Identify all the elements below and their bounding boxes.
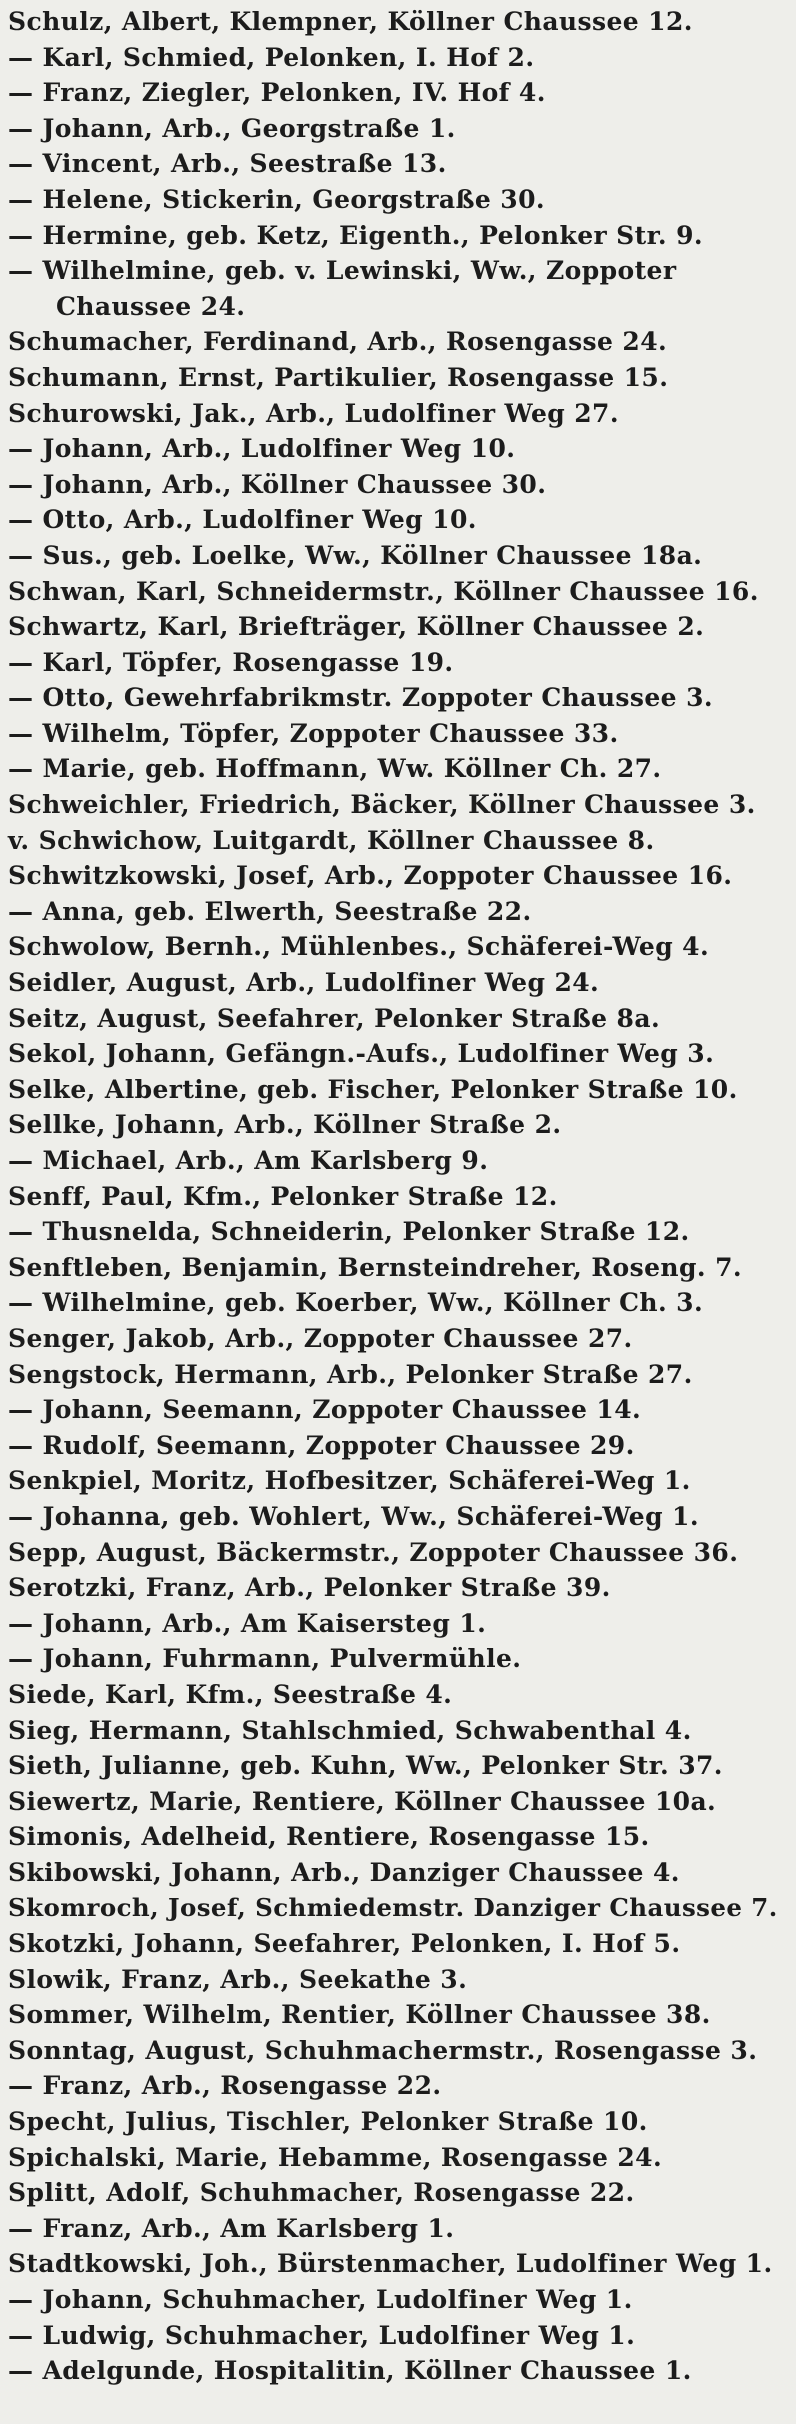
directory-entry: Schumann, Ernst, Partikulier, Rosengasse 15.	[8, 362, 669, 392]
directory-entry: Schurowski, Jak., Arb., Ludolfiner Weg 27.	[8, 398, 619, 428]
directory-entry: Schwartz, Karl, Briefträger, Köllner Chaussee 2.	[8, 612, 705, 642]
directory-entry: — Johann, Fuhrmann, Pulvermühle.	[8, 1644, 522, 1674]
directory-entry: — Franz, Arb., Am Karlsberg 1.	[8, 2213, 455, 2243]
directory-entry: Schwolow, Bernh., Mühlenbes., Schäferei-Weg 4.	[8, 932, 710, 962]
directory-entry: Stadtkowski, Joh., Bürstenmacher, Ludolfiner Weg 1.	[8, 2249, 773, 2279]
directory-entry: — Helene, Stickerin, Georgstraße 30.	[8, 184, 545, 214]
directory-entry: — Johann, Arb., Ludolfiner Weg 10.	[8, 434, 516, 464]
directory-entry: Schwan, Karl, Schneidermstr., Köllner Chaussee 16.	[8, 576, 759, 606]
directory-entry: — Johann, Arb., Georgstraße 1.	[8, 113, 456, 143]
directory-entry: — Johann, Arb., Am Kaisersteg 1.	[8, 1608, 487, 1638]
directory-entry: — Ludwig, Schuhmacher, Ludolfiner Weg 1.	[8, 2320, 636, 2350]
directory-entry: Skotzki, Johann, Seefahrer, Pelonken, I. Hof 5.	[8, 1929, 681, 1959]
directory-entry: Serotzki, Franz, Arb., Pelonker Straße 39.	[8, 1573, 611, 1603]
directory-entry: Sieg, Hermann, Stahlschmied, Schwabenthal 4.	[8, 1715, 692, 1745]
directory-entry: — Johanna, geb. Wohlert, Ww., Schäferei-Weg 1.	[8, 1501, 699, 1531]
directory-entry: — Karl, Schmied, Pelonken, I. Hof 2.	[8, 42, 535, 72]
directory-entry: — Michael, Arb., Am Karlsberg 9.	[8, 1146, 489, 1175]
directory-entry: v. Schwichow, Luitgardt, Köllner Chaussee 8.	[8, 825, 655, 855]
directory-entry: — Hermine, geb. Ketz, Eigenth., Pelonker Str. 9.	[8, 220, 703, 250]
directory-entry: Sommer, Wilhelm, Rentier, Köllner Chaussee 38.	[8, 2000, 711, 2030]
directory-entry: — Thusnelda, Schneiderin, Pelonker Straße 12.	[8, 1217, 690, 1247]
directory-entry: — Otto, Arb., Ludolfiner Weg 10.	[8, 505, 477, 535]
directory-entry: — Franz, Ziegler, Pelonken, IV. Hof 4.	[8, 78, 546, 108]
directory-entry: Siewertz, Marie, Rentiere, Köllner Chaussee 10a.	[8, 1786, 717, 1816]
directory-entry: — Anna, geb. Elwerth, Seestraße 22.	[8, 896, 532, 926]
directory-entry: — Franz, Arb., Rosengasse 22.	[8, 2071, 442, 2101]
directory-entry: Sonntag, August, Schuhmachermstr., Rosengasse 3.	[8, 2035, 758, 2065]
directory-entry: Senkpiel, Moritz, Hofbesitzer, Schäferei-Weg 1.	[8, 1466, 691, 1496]
directory-entry: Splitt, Adolf, Schuhmacher, Rosengasse 22.	[8, 2178, 635, 2208]
directory-entry: Sieth, Julianne, geb. Kuhn, Ww., Pelonker Str. 37.	[8, 1751, 723, 1781]
directory-entry: — Marie, geb. Hoffmann, Ww. Köllner Ch. 27.	[8, 754, 662, 784]
directory-entry: Sepp, August, Bäckermstr., Zoppoter Chaussee 36.	[8, 1537, 739, 1567]
directory-entry: Schulz, Albert, Klempner, Köllner Chaussee 12.	[8, 7, 693, 36]
directory-entry: — Rudolf, Seemann, Zoppoter Chaussee 29.	[8, 1430, 635, 1460]
directory-entry-continuation: Chaussee 24.	[56, 291, 246, 321]
directory-entry: Sellke, Johann, Arb., Köllner Straße 2.	[8, 1110, 562, 1140]
directory-entry: Slowik, Franz, Arb., Seekathe 3.	[8, 1964, 468, 1994]
directory-entry: — Johann, Schuhmacher, Ludolfiner Weg 1.	[8, 2285, 633, 2314]
directory-entry: Seitz, August, Seefahrer, Pelonker Straße 8a.	[8, 1003, 661, 1033]
directory-entry: Seidler, August, Arb., Ludolfiner Weg 24.	[8, 968, 600, 998]
directory-entry: — Wilhelmine, geb. v. Lewinski, Ww., Zoppoter	[8, 256, 677, 286]
directory-entry: — Adelgunde, Hospitalitin, Köllner Chaussee 1.	[8, 2356, 692, 2386]
directory-entry: — Sus., geb. Loelke, Ww., Köllner Chaussee 18a.	[8, 540, 703, 570]
directory-entry: — Karl, Töpfer, Rosengasse 19.	[8, 647, 454, 677]
directory-entry: — Johann, Seemann, Zoppoter Chaussee 14.	[8, 1395, 642, 1425]
directory-entry: Senger, Jakob, Arb., Zoppoter Chaussee 27.	[8, 1323, 633, 1353]
directory-entry: Schwitzkowski, Josef, Arb., Zoppoter Chaussee 16.	[8, 861, 733, 891]
directory-entry: — Vincent, Arb., Seestraße 13.	[8, 149, 447, 179]
directory-entry: Schweichler, Friedrich, Bäcker, Köllner Chaussee 3.	[8, 790, 756, 820]
directory-entry: Sekol, Johann, Gefängn.-Aufs., Ludolfiner Weg 3.	[8, 1039, 715, 1069]
directory-entry: Schumacher, Ferdinand, Arb., Rosengasse 24.	[8, 327, 668, 357]
directory-entry: — Wilhelm, Töpfer, Zoppoter Chaussee 33.	[8, 718, 619, 748]
directory-entry: — Wilhelmine, geb. Koerber, Ww., Köllner Ch. 3.	[8, 1288, 704, 1318]
directory-entry: Skomroch, Josef, Schmiedemstr. Danziger Chaussee 7.	[8, 1893, 778, 1923]
directory-entry: — Otto, Gewehrfabrikmstr. Zoppoter Chaussee 3.	[8, 683, 713, 713]
directory-entry: Senftleben, Benjamin, Bernsteindreher, Roseng. 7.	[8, 1252, 742, 1282]
directory-entry: Specht, Julius, Tischler, Pelonker Straße 10.	[8, 2107, 648, 2137]
directory-entry: Siede, Karl, Kfm., Seestraße 4.	[8, 1679, 453, 1709]
directory-entry: — Johann, Arb., Köllner Chaussee 30.	[8, 469, 547, 499]
directory-entry: Simonis, Adelheid, Rentiere, Rosengasse 15.	[8, 1822, 650, 1852]
directory-entry: Selke, Albertine, geb. Fischer, Pelonker Straße 10.	[8, 1074, 738, 1104]
directory-entry: Skibowski, Johann, Arb., Danziger Chaussee 4.	[8, 1857, 680, 1887]
directory-entry: Spichalski, Marie, Hebamme, Rosengasse 24.	[8, 2142, 663, 2172]
directory-entry: Senff, Paul, Kfm., Pelonker Straße 12.	[8, 1181, 558, 1211]
directory-entry: Sengstock, Hermann, Arb., Pelonker Straße 27.	[8, 1359, 693, 1389]
